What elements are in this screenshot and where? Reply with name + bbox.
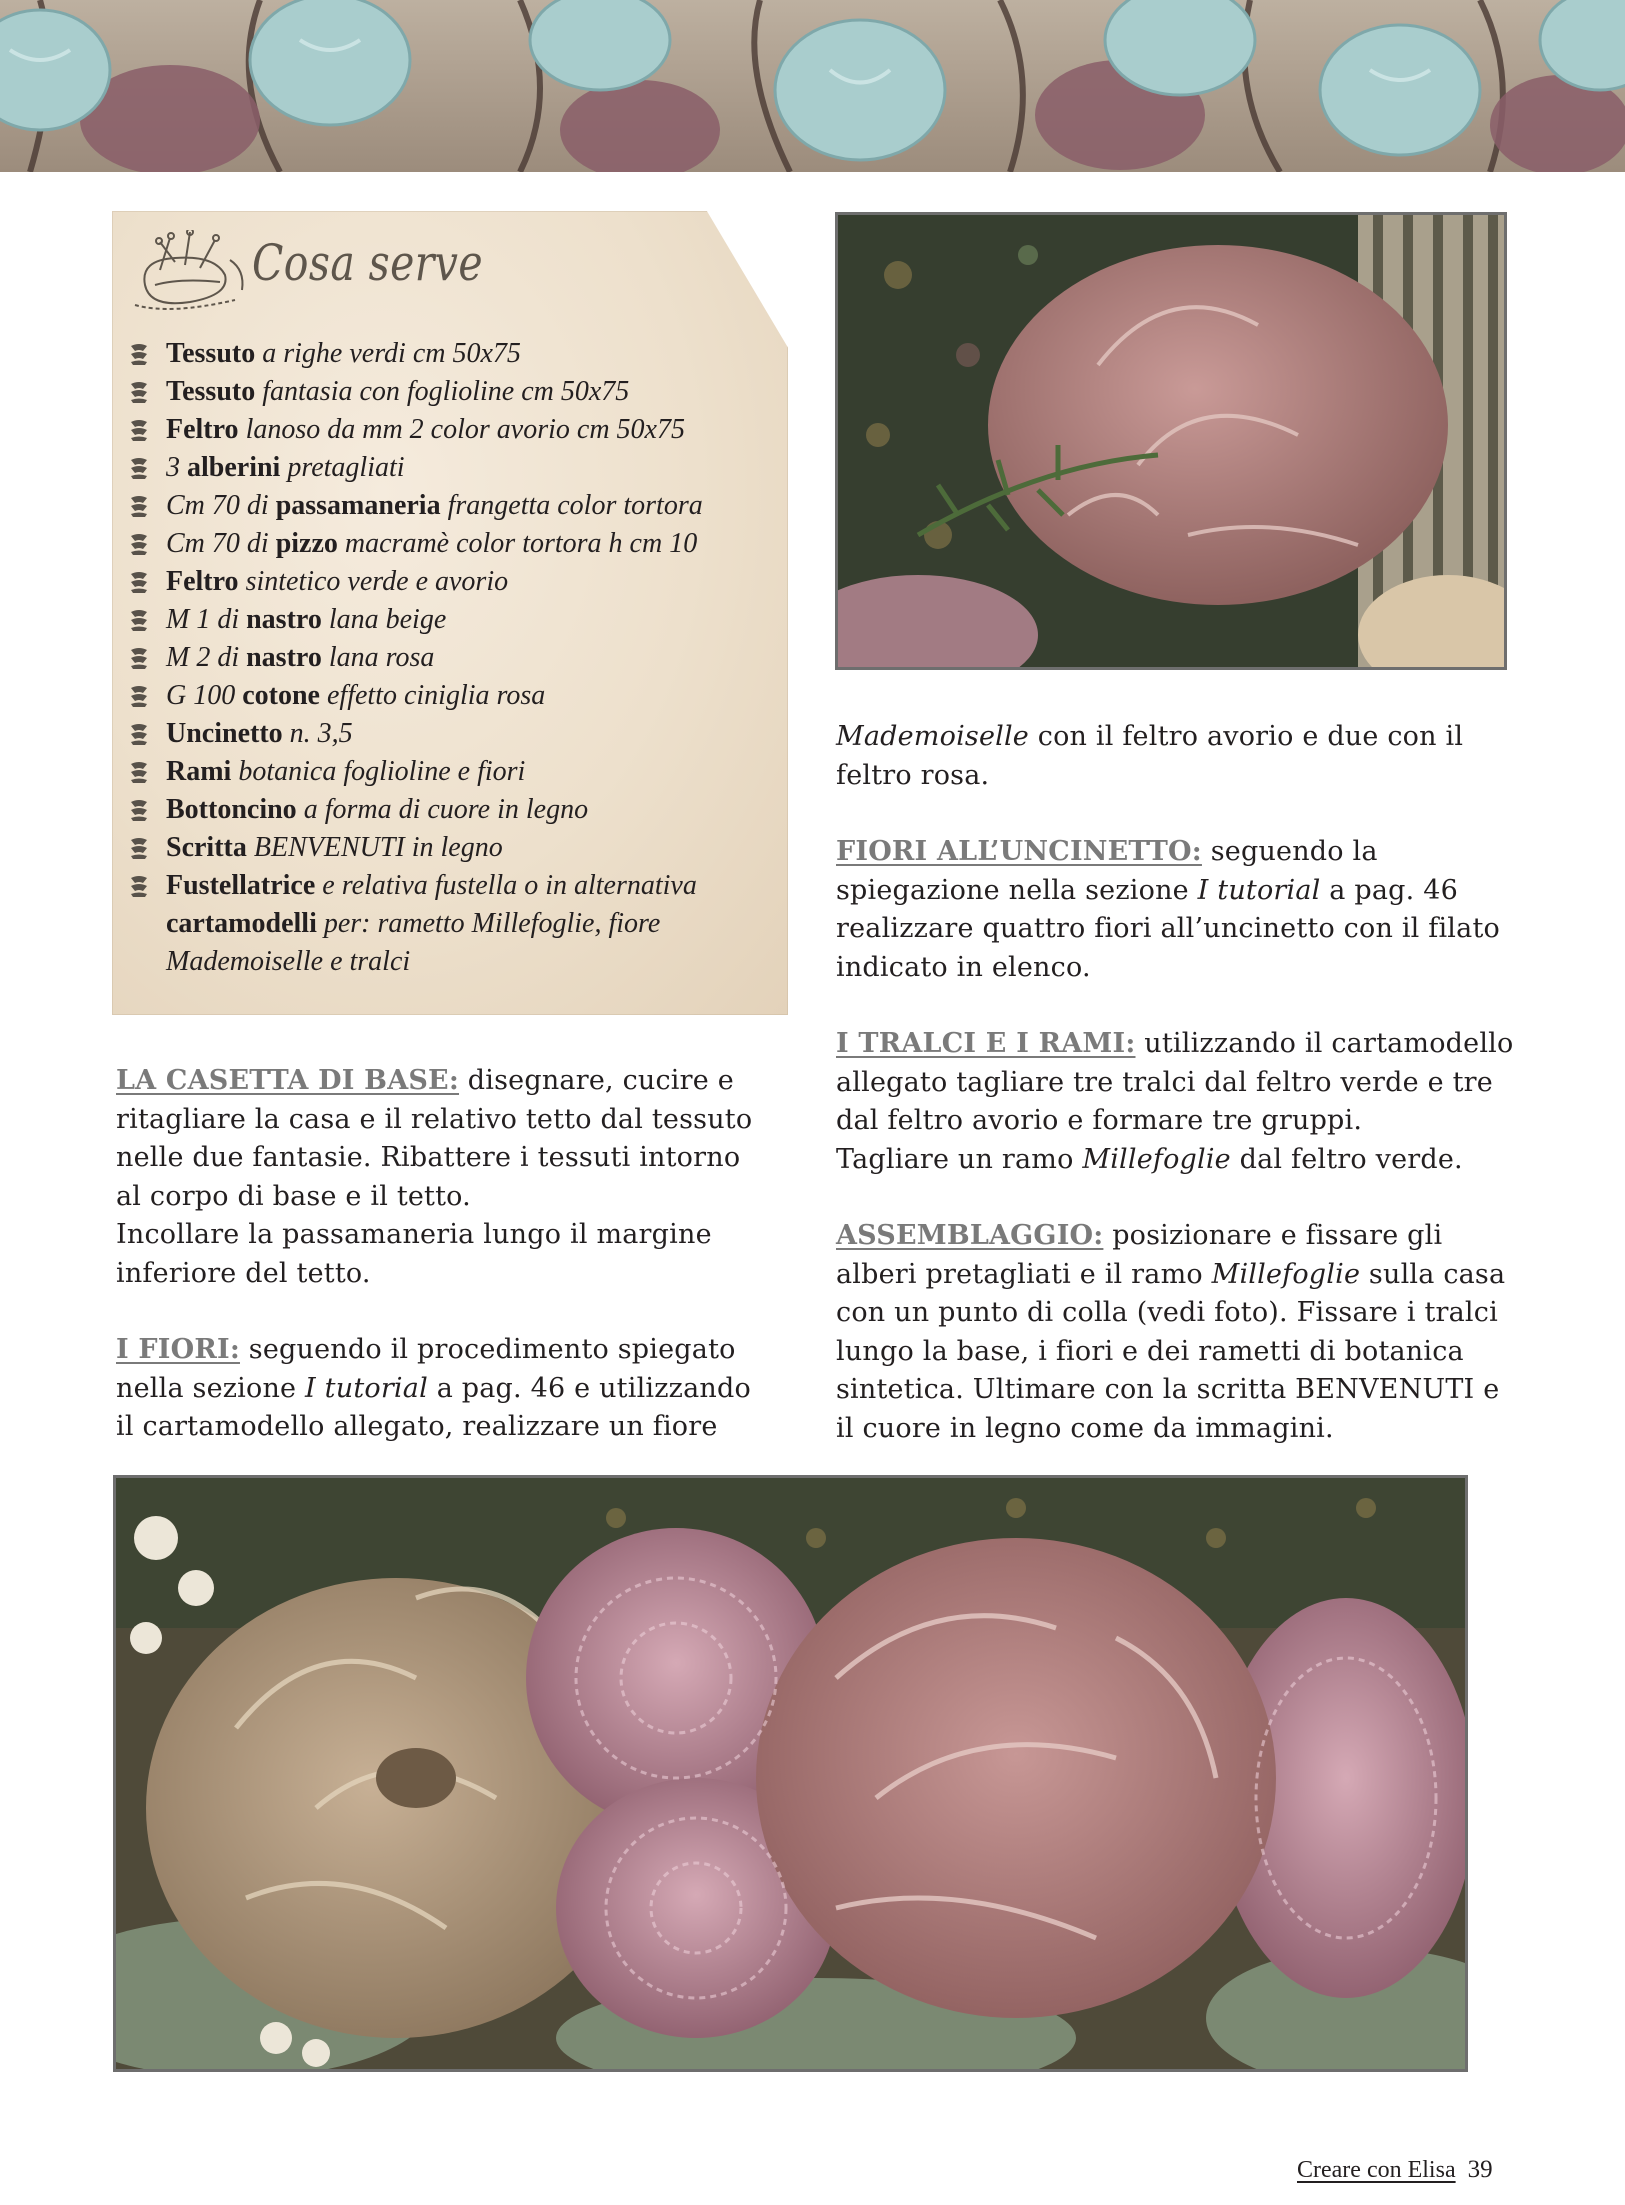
supply-item	[128, 677, 768, 715]
page-number: 39	[1467, 2156, 1493, 2183]
supply-item-text: e relativa fustella o in alternativa	[315, 870, 697, 901]
magazine-name: Creare con Elisa	[1297, 2157, 1456, 2183]
spool-bullet-icon	[128, 608, 150, 632]
supply-item-text: a forma di cuore in legno	[296, 794, 589, 825]
supply-item	[128, 753, 768, 791]
assemblaggio-em-1: Millefoglie	[1211, 1258, 1361, 1290]
page-footer	[1297, 2156, 1493, 2184]
supply-item-text: pizzo	[275, 528, 338, 559]
spool-bullet-icon	[128, 722, 150, 746]
uncinetto-em-1: I tutorial	[1197, 874, 1321, 906]
spool-bullet-icon	[128, 684, 150, 708]
supply-item-text: n. 3,5	[282, 718, 353, 749]
supply-item-text: alberini	[187, 452, 281, 483]
uncinetto-text-2: a pag. 46 realizzare quattro fiori all’uncinetto con il filato indicato in elenco.	[836, 874, 1500, 983]
supply-item-text: nastro	[246, 642, 322, 673]
supplies-list	[128, 335, 768, 981]
section-uncinetto	[836, 833, 1516, 987]
supply-item	[128, 487, 768, 525]
tralci-text-2: Tagliare un ramo	[836, 1143, 1083, 1175]
supply-item-text: Cm 70 di	[166, 528, 276, 559]
supply-item-text: 3	[166, 452, 187, 483]
assemblaggio-text-1: posizionare e fissare gli alberi pretagliati e il ramo	[836, 1220, 1443, 1290]
spool-bullet-icon	[128, 380, 150, 404]
label-tralci: I TRALCI E I RAMI:	[836, 1028, 1136, 1059]
pincushion-icon	[130, 230, 250, 320]
spool-bullet-icon	[128, 836, 150, 860]
label-uncinetto: FIORI ALL’UNCINETTO:	[836, 836, 1202, 867]
tralci-text-3: dal feltro verde.	[1230, 1143, 1463, 1175]
supply-item-text: Tessuto	[166, 338, 256, 369]
supply-item-text: Rami	[166, 756, 232, 787]
banner-fabric-illustration	[0, 0, 1625, 172]
supply-item-text: cartamodelli	[166, 908, 317, 939]
supply-item-text: sintetico verde e avorio	[238, 566, 509, 597]
fiori-text-2: a pag. 46 e utilizzando il cartamodello allegato, realizzare un fiore	[116, 1372, 751, 1442]
spool-bullet-icon	[128, 532, 150, 556]
spool-bullet-icon	[128, 570, 150, 594]
supply-item	[128, 411, 768, 449]
section-fiori	[116, 1331, 756, 1447]
flowers-closeup-photo	[113, 1475, 1468, 2072]
supplies-heading	[130, 226, 570, 322]
supply-item	[128, 829, 768, 867]
supply-item-text: Fustellatrice	[166, 870, 316, 901]
spool-bullet-icon	[128, 418, 150, 442]
spool-bullet-icon	[128, 494, 150, 518]
supply-item	[128, 449, 768, 487]
section-fiori-continued	[836, 718, 1516, 795]
label-casetta: LA CASETTA DI BASE:	[116, 1065, 460, 1096]
fiori-cont-text: con il feltro avorio e due con il feltro rosa.	[836, 721, 1464, 791]
supply-item-text: macramè color tortora h cm 10	[337, 528, 698, 559]
supply-item	[128, 335, 768, 373]
spool-bullet-icon	[128, 456, 150, 480]
felt-flower-photo	[835, 212, 1507, 670]
supply-item-text: M 1 di	[166, 604, 247, 635]
supply-item-text: nastro	[246, 604, 322, 635]
fiori-text-1: seguendo il procedimento spiegato nella sezione	[116, 1334, 736, 1404]
casetta-text-2: Incollare la passamaneria lungo il margine inferiore del tetto.	[116, 1219, 712, 1289]
supply-item-text: lana rosa	[321, 642, 435, 673]
fiori-cont-em: Mademoiselle	[836, 721, 1029, 752]
flowers-illustration	[116, 1478, 1465, 2069]
section-tralci	[836, 1025, 1516, 1179]
supply-item	[128, 867, 768, 981]
spool-bullet-icon	[128, 798, 150, 822]
supply-item-text: Feltro	[166, 566, 239, 597]
tralci-text-1: utilizzando il cartamodello allegato tagliare tre tralci dal feltro verde e tre dal feltro avorio e formare tre gruppi.	[836, 1028, 1514, 1136]
supply-item-text: Feltro	[166, 414, 239, 445]
fiori-em-1: I tutorial	[305, 1372, 428, 1404]
supply-item-text: Scritta	[166, 832, 247, 863]
section-casetta	[116, 1062, 756, 1293]
top-banner-photo	[0, 0, 1625, 172]
supply-item	[128, 525, 768, 563]
casetta-text-1: disegnare, cucire e ritagliare la casa e il relativo tetto dal tessuto nelle due fantasie. Ribattere i tessuti intorno al corpo di base e il tetto.	[116, 1065, 753, 1212]
supply-item-text: Tessuto	[166, 376, 256, 407]
assemblaggio-text-2: sulla casa con un punto di colla (vedi foto). Fissare i tralci lungo la base, i fiori e dei rametti di botanica sintetica. Ultimare con la scritta BENVENUTI e il cuore in legno come da immagini.	[836, 1258, 1506, 1444]
spool-bullet-icon	[128, 342, 150, 366]
supply-item-text: lana beige	[321, 604, 447, 635]
supply-item-text: cotone	[242, 680, 320, 711]
spool-bullet-icon	[128, 874, 150, 898]
supply-item-text: pretagliati	[280, 452, 405, 483]
supply-item	[128, 601, 768, 639]
left-column-text	[116, 1062, 756, 1447]
right-column-text	[836, 718, 1516, 1448]
supply-item-text: botanica foglioline e fiori	[231, 756, 526, 787]
supply-item-text: Bottoncino	[166, 794, 297, 825]
spool-bullet-icon	[128, 760, 150, 784]
supply-item-text: passamaneria	[275, 490, 441, 521]
supply-item-text: lanoso da mm 2 color avorio cm 50x75	[238, 414, 685, 445]
supply-item-text: per: rametto Millefoglie, fiore Mademoiselle e tralci	[166, 908, 661, 977]
supply-item-text: frangetta color tortora	[440, 490, 703, 521]
section-assemblaggio	[836, 1217, 1516, 1448]
felt-flower-illustration	[838, 215, 1504, 667]
supply-item	[128, 791, 768, 829]
supply-item-text: M 2 di	[166, 642, 247, 673]
supply-item	[128, 639, 768, 677]
supply-item-text: a righe verdi cm 50x75	[255, 338, 521, 369]
supply-item	[128, 373, 768, 411]
label-assemblaggio: ASSEMBLAGGIO:	[836, 1220, 1104, 1251]
supply-item-text: Cm 70 di	[166, 490, 276, 521]
label-fiori: I FIORI:	[116, 1334, 240, 1365]
supply-item-text: effetto ciniglia rosa	[320, 680, 546, 711]
supply-item-text: BENVENUTI in legno	[246, 832, 503, 863]
supplies-title: Cosa serve	[252, 234, 484, 292]
supply-item	[128, 715, 768, 753]
supply-item-text: Uncinetto	[166, 718, 283, 749]
supply-item	[128, 563, 768, 601]
supply-item-text: fantasia con foglioline cm 50x75	[255, 376, 630, 407]
supply-item-text: G 100	[166, 680, 243, 711]
uncinetto-text-1: seguendo la spiegazione nella sezione	[836, 836, 1378, 906]
tralci-em-1: Millefoglie	[1082, 1143, 1231, 1175]
spool-bullet-icon	[128, 646, 150, 670]
